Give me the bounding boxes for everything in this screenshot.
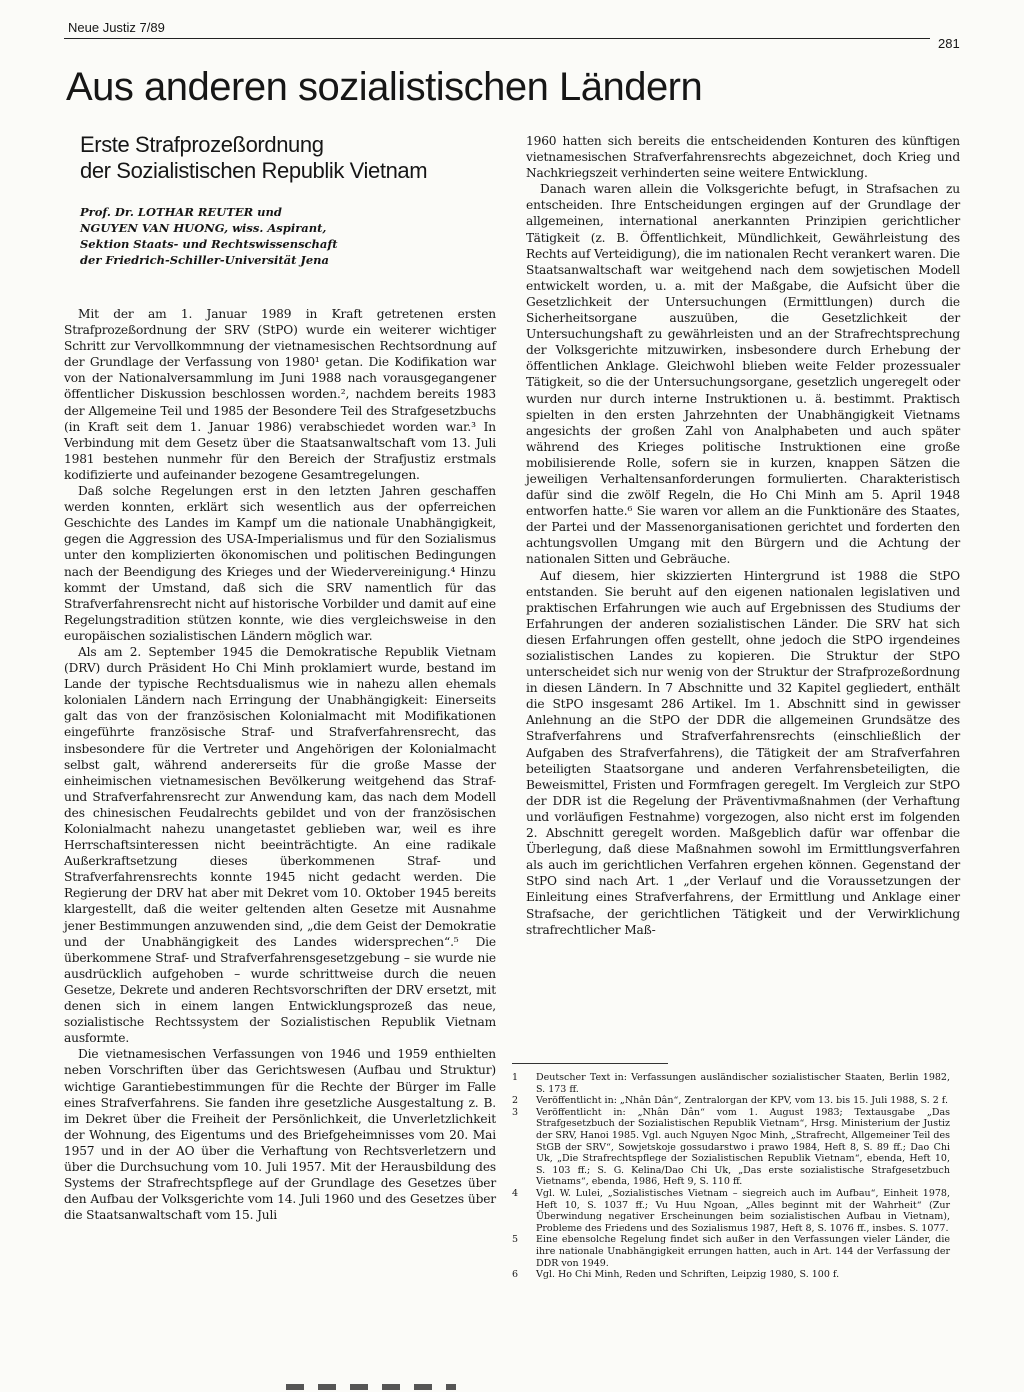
- footnote-divider: [512, 1063, 668, 1064]
- footnote-item: [512, 1234, 950, 1269]
- body-paragraph: 1960 hatten sich bereits die entscheidenden Konturen des künftigen vietnamesischen Strafverfahrensrechts abgezeichnet, doch Krieg und Nachkriegszeit verhinderten seine weitere Entwicklung.: [526, 134, 960, 181]
- footnote-text: Veröffentlicht in: „Nhân Dân“, Zentralorgan der KPV, vom 13. bis 15. Juli 1988, S. 2 f.: [536, 1095, 948, 1107]
- footnote-item: [512, 1269, 950, 1281]
- scan-artifact: [286, 1384, 456, 1390]
- footnote-text: Deutscher Text in: Verfassungen ausländischer sozialistischer Staaten, Berlin 1982, S. 173 ff.: [536, 1072, 950, 1095]
- body-paragraph: Als am 2. September 1945 die Demokratische Republik Vietnam (DRV) durch Präsident Ho Chi Minh proklamiert wurde, bestand im Lande der typische Rechtsdualismus wie in nahezu allen ehemals kolonialen Ländern nach Erringung der Unabhängigkeit: Einerseits galt das von der französischen Kolonialmacht mit Modifikationen eingeführte französische Straf- und Strafverfahrensrecht, das insbesondere für die Vertreter und Angehörigen der Kolonialmacht selbst galt, während andererseits für die große Masse der einheimischen vietnamesischen Bevölkerung weitgehend das Straf- und Strafverfahrensrecht zur Anwendung kam, das nach dem Modell des chinesischen Feudalrechts gebildet und von der französischen Kolonialmacht nahezu unangetastet geblieben war, weil es ihre Herrschaftsinteressen nicht beeinträchtigte. An eine radikale Außerkraftsetzung dieses überkommenen Straf- und Strafverfahrensrechts konnte 1945 nicht gedacht werden. Die Regierung der DRV hat aber mit Dekret vom 10. Oktober 1945 bereits klargestellt, daß die weiter geltenden alten Gesetze mit Ausnahme jener Bestimmungen anzuwenden sind, „die dem Geist der Demokratie und der Unabhängigkeit des Landes widersprechen“.⁵ Die überkommene Straf- und Strafverfahrensgesetzgebung – sie wurde nie ausdrücklich aufgehoben – wurde schrittweise durch die neuen Gesetze, Dekrete und anderen Rechtsvorschriften der DRV ersetzt, mit denen sich in einem langen Entwicklungsprozeß das neue, sozialistische Rechtssystem der Sozialistischen Republik Vietnam ausformte.: [64, 644, 496, 1046]
- body-paragraph: Auf diesem, hier skizzierten Hintergrund ist 1988 die StPO entstanden. Sie beruht auf den eigenen nationalen legislativen und praktischen Erfahrungen wie auch auf Ergebnissen des Studiums der Erfahrungen der anderen sozialistischen Länder. Die SRV hat sich diesen Erfahrungen offen gestellt, ohne jedoch die StPO irgendeines sozialistischen Landes zu kopieren. Die Struktur der StPO unterscheidet sich nur wenig von der Struktur der Strafprozeßordnung in diesen Ländern. In 7 Abschnitte und 32 Kapitel gegliedert, enthält die StPO insgesamt 286 Artikel. Im 1. Abschnitt sind in gewisser Anlehnung an die StPO der DDR die allgemeinen Grundsätze des Strafverfahrens und Strafverfahrensrechts (einschließlich der Aufgaben des Strafverfahrens), die Tätigkeit der am Strafverfahren beteiligten Staatsorgane und anderen Verfahrensbeteiligten, die Beweismittel, Fristen und Formfragen geregelt. Im Vergleich zur StPO der DDR ist die Regelung der Präventivmaßnahmen (der Verhaftung und vorläufigen Festnahme) vorgezogen, also nicht erst im folgenden 2. Abschnitt geregelt worden. Maßgeblich dafür war offenbar die Überlegung, daß diese Maßnahmen sowohl im Ermittlungsverfahren als auch im gerichtlichen Verfahren ergehen können. Gegenstand der StPO sind nach Art. 1 „der Verlauf und die Voraussetzungen der Einleitung eines Strafverfahrens, der Ermittlung und Anklage einer Strafsache, der gerichtlichen Tätigkeit und der Verwirklichung strafrechtlicher Maß-: [526, 568, 960, 937]
- article-title: [80, 132, 427, 184]
- author-line: Sektion Staats- und Rechtswissenschaft: [80, 237, 338, 251]
- footnotes: [512, 1072, 950, 1281]
- author-block: [80, 204, 338, 268]
- section-title: Aus anderen sozialistischen Ländern: [66, 65, 703, 109]
- footnote-item: [512, 1072, 950, 1095]
- body-paragraph: Die vietnamesischen Verfassungen von 1946 und 1959 enthielten neben Vorschriften über das Gerichtswesen (Aufbau und Struktur) wichtige Garantiebestimmungen für die Rechte der Bürger im Falle eines Strafverfahrens. Sie fanden ihre gesetzliche Ausgestaltung z. B. im Dekret über die Freiheit der Persönlichkeit, die Unverletzlichkeit der Wohnung, des Eigentums und des Briefgeheimnisses vom 20. Mai 1957 und in der AO über die Verhaftung von Rechtsverletzern und über die Durchsuchung vom 10. Juli 1957. Mit der Herausbildung des Systems der Strafrechtspflege auf der Grundlage des Gesetzes über den Aufbau der Volksgerichte vom 14. Juli 1960 und des Gesetzes über die Staatsanwaltschaft vom 15. Juli: [64, 1047, 496, 1223]
- header-divider: [64, 38, 930, 39]
- journal-issue: Neue Justiz 7/89: [68, 20, 165, 35]
- author-line: Prof. Dr. LOTHAR REUTER und: [80, 205, 282, 219]
- author-line: NGUYEN VAN HUONG, wiss. Aspirant,: [80, 221, 327, 235]
- body-paragraph: Danach waren allein die Volksgerichte befugt, in Strafsachen zu entscheiden. Ihre Entscheidungen ergingen auf der Grundlage der allgemeinen, international anerkannten Prinzipien gerichtlicher Tätigkeit (z. B. Öffentlichkeit, Mündlichkeit, Gewährleistung des Rechts auf Verteidigung), die im nationalen Recht verankert waren. Die Staatsanwaltschaft war weitgehend nach dem sowjetischen Modell entwickelt worden, u. a. mit der Maßgabe, die Aufsicht über die Gesetzlichkeit der Untersuchungen (Ermittlungen) durch die Sicherheitsorgane auszuüben, die Gesetzlichkeit der Untersuchungshaft zu gewährleisten und an der Strafrechtsprechung der Volksgerichte mitzuwirken, insbesondere durch Erhebung der öffentlichen Anklage. Gleichwohl blieben weite Felder prozessualer Tätigkeit, so die der Untersuchungsorgane, gesetzlich ungeregelt oder wurden nur durch interne Instruktionen u. ä. bestimmt. Praktisch spielten in den ersten Jahrzehnten der Unabhängigkeit Vietnams angesichts der großen Zahl von Analphabeten und auch später während des Krieges politische Instruktionen eine große mobilisierende Rolle, sofern sie in kurzen, knappen Sätzen die jeweiligen Verhaltensanforderungen formulierten. Charakteristisch dafür sind die zwölf Regeln, die Ho Chi Minh am 5. April 1948 entworfen hatte.⁶ Sie waren vor allem an die Funktionäre des Staates, der Partei und der Massenorganisationen gerichtet und forderten den achtungsvollen Umgang mit den Bürgern und die Achtung der nationalen Sitten und Gebräuche.: [526, 182, 960, 567]
- footnote-number: 5: [512, 1234, 519, 1246]
- footnote-item: [512, 1107, 950, 1188]
- footnote-text: Vgl. Ho Chi Minh, Reden und Schriften, Leipzig 1980, S. 100 f.: [536, 1269, 840, 1281]
- article-title-line-1: Erste Strafprozeßordnung: [80, 132, 324, 157]
- article-title-line-2: der Sozialistischen Republik Vietnam: [80, 158, 428, 183]
- author-line: der Friedrich-Schiller-Universität Jena: [80, 253, 329, 267]
- footnote-item: [512, 1095, 950, 1107]
- right-column: [526, 133, 960, 938]
- footnote-number: 2: [512, 1095, 519, 1107]
- footnote-text: Vgl. W. Lulei, „Sozialistisches Vietnam – siegreich auch im Aufbau“, Einheit 1978, Heft 10, S. 1037 ff.; Vu Huu Ngoan, „Alles beginnt mit der Wahrheit“ (Zur Überwindung negativer Erscheinungen beim sozialistischen Aufbau in Vietnam), Probleme des Friedens und des Sozialismus 1987, Heft 8, S. 1076 ff., insbes. S. 1077.: [536, 1187, 950, 1234]
- footnote-item: [512, 1188, 950, 1234]
- footnote-number: 3: [512, 1106, 519, 1118]
- body-paragraph: Daß solche Regelungen erst in den letzten Jahren geschaffen werden konnten, erklärt sich wesentlich aus der opferreichen Geschichte des Landes im Kampf um die nationale Unabhängigkeit, gegen die Aggression des USA-Imperialismus und für den Sozialismus unter den komplizierten ökonomischen und politischen Bedingungen nach der Beendigung des Krieges und der Wiedervereinigung.⁴ Hinzu kommt der Umstand, daß sich die SRV namentlich für das Strafverfahrensrecht nicht auf historische Vorbilder und damit auf eine Regelungstradition stützen konnte, wie dies vergleichsweise in den europäischen sozialistischen Ländern möglich war.: [64, 484, 496, 643]
- footnote-text: Eine ebensolche Regelung findet sich außer in den Verfassungen vieler Länder, die ihre nationale Unabhängigkeit errungen hatten, auch in Art. 144 der Verfassung der DDR von 1949.: [536, 1234, 950, 1269]
- page-number: 281: [938, 36, 960, 51]
- left-column: [64, 306, 496, 1223]
- footnote-number: 1: [512, 1072, 519, 1083]
- footnote-number: 6: [512, 1269, 519, 1281]
- body-paragraph: Mit der am 1. Januar 1989 in Kraft getretenen ersten Strafprozeßordnung der SRV (StPO) wurde ein weiterer wichtiger Schritt zur Vervollkommnung der vietnamesischen Rechtsordnung auf der Grundlage der Verfassung von 1980¹ getan. Die Kodifikation war von der Nationalversammlung im Juni 1988 nach vorausgegangener öffentlicher Diskussion beschlossen worden.², nachdem bereits 1983 der Allgemeine Teil und 1985 der Besondere Teil des Strafgesetzbuchs (in Kraft seit dem 1. Januar 1986) verabschiedet worden war.³ In Verbindung mit dem Gesetz über die Staatsanwaltschaft vom 13. Juli 1981 bestehen nunmehr für den Bereich der Strafjustiz erstmals kodifizierte und aufeinander bezogene Gesamtregelungen.: [64, 307, 496, 482]
- footnote-number: 4: [512, 1187, 519, 1199]
- footnote-text: Veröffentlicht in: „Nhân Dân“ vom 1. August 1983; Textausgabe „Das Strafgesetzbuch der Sozialistischen Republik Vietnam“, Hrsg. Ministerium der Justiz der SRV, Hanoi 1985. Vgl. auch Nguyen Ngoc Minh, „Strafrecht, Allgemeiner Teil des StGB der SRV“, Sowjetskoje gossudarstwo i prawo 1984, Heft 8, S. 89 ff.; Dao Chi Uk, „Die Strafrechtspflege der Sozialistischen Republik Vietnam“, ebenda, Heft 10, S. 103 ff.; S. G. Kelina/Dao Chi Uk, „Das erste sozialistische Strafgesetzbuch Vietnams“, ebenda, 1986, Heft 9, S. 110 ff.: [536, 1106, 950, 1188]
